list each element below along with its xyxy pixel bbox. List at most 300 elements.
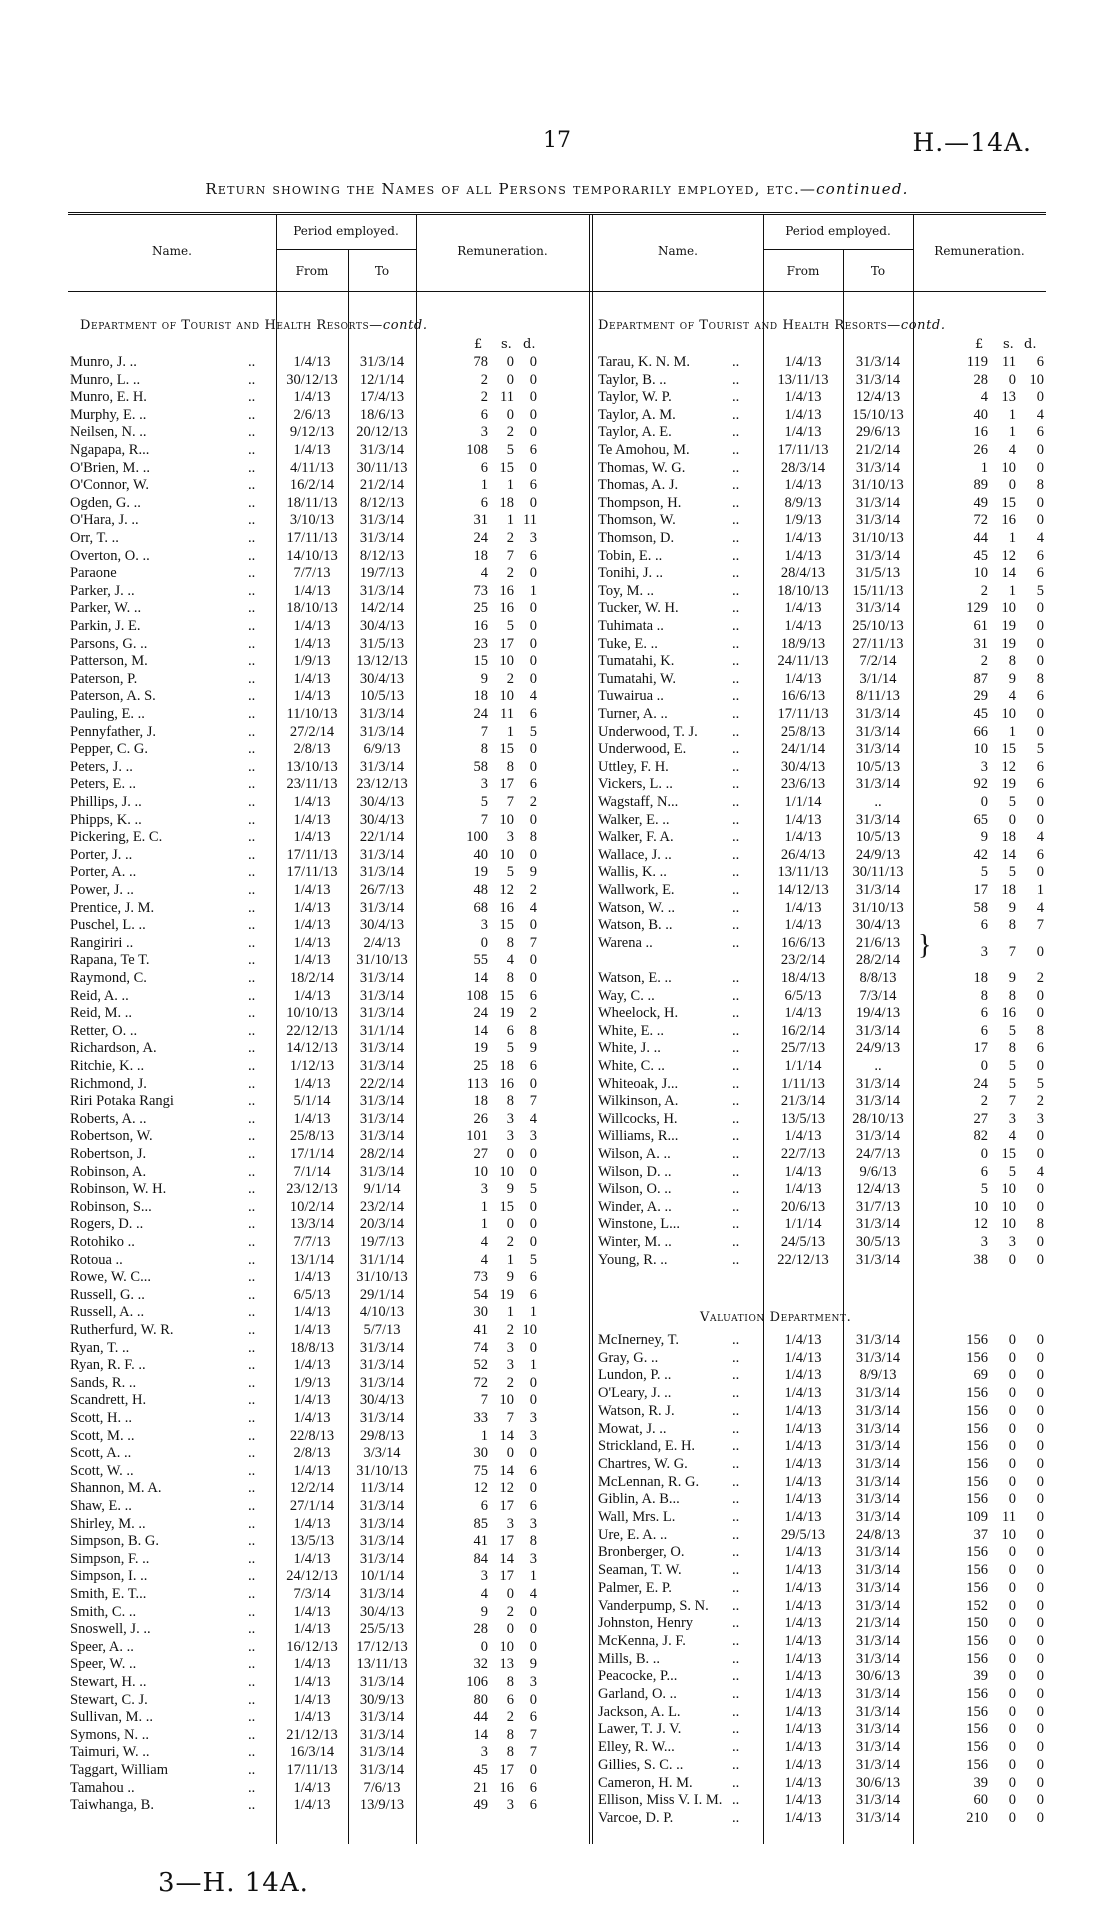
shillings: 0 <box>506 1445 514 1462</box>
shillings: 17 <box>499 1762 514 1778</box>
person-name: Power, J. .. <box>70 882 134 898</box>
person-name: Wallwork, E. <box>598 882 675 898</box>
date-from: 1/4/13 <box>293 1075 331 1092</box>
pence: 0 <box>1036 512 1044 529</box>
shillings: 0 <box>1008 371 1016 388</box>
leader-dots: .. <box>248 1586 256 1602</box>
right-department-cont: contd. <box>900 318 946 333</box>
person-name: Russell, A. .. <box>70 1304 145 1321</box>
person-name: Robinson, A. <box>70 1163 147 1180</box>
pounds: 49 <box>473 1797 488 1814</box>
date-to: 31/3/14 <box>855 1473 901 1490</box>
date-from: 1/4/13 <box>293 1779 331 1796</box>
person-name: Rogers, D. .. <box>70 1216 144 1233</box>
pence: 5 <box>529 723 537 740</box>
date-to: 29/1/14 <box>359 1286 405 1303</box>
shillings: 0 <box>1008 1721 1016 1738</box>
shillings: 3 <box>1008 1110 1016 1127</box>
date-to: 31/3/14 <box>359 1110 405 1127</box>
leader-dots: .. <box>732 1756 740 1773</box>
pence: 0 <box>1036 442 1044 458</box>
date-to: 31/3/14 <box>855 1251 901 1268</box>
shillings: 13 <box>1001 389 1016 406</box>
shillings: 15 <box>499 741 514 758</box>
leader-dots: .. <box>248 1075 256 1092</box>
person-name: Shirley, M. .. <box>70 1515 146 1532</box>
person-name: Young, R. .. <box>598 1251 668 1268</box>
person-name: Walker, E. .. <box>598 811 670 828</box>
date-to: 31/3/14 <box>359 1515 405 1532</box>
leader-dots: .. <box>248 723 256 740</box>
shillings: 0 <box>1008 1455 1016 1472</box>
date-to: 31/3/14 <box>359 723 405 740</box>
pence: 0 <box>1036 1721 1044 1738</box>
date-from: 1/4/13 <box>784 1721 822 1738</box>
pounds: 44 <box>973 530 988 546</box>
shillings: 10 <box>499 653 514 670</box>
date-to: 31/3/14 <box>855 811 901 828</box>
person-name: Taylor, A. M. <box>598 406 676 423</box>
pence: 3 <box>529 1128 537 1145</box>
date-from: 8/9/13 <box>784 494 822 511</box>
shillings: 11 <box>500 389 514 406</box>
date-from: 11/10/13 <box>286 706 338 722</box>
pounds: 23 <box>473 635 488 652</box>
shillings: 0 <box>1008 1739 1016 1756</box>
shillings: 11 <box>500 706 514 722</box>
date-from: 1/4/13 <box>784 1650 822 1667</box>
right-remuneration-header: Remuneration. <box>934 244 1025 258</box>
pence: 2 <box>1036 970 1044 986</box>
person-name: Wallis, K. .. <box>598 864 667 881</box>
pounds: 19 <box>473 1040 488 1057</box>
person-name: Strickland, E. H. <box>598 1438 696 1455</box>
leader-dots: .. <box>248 1005 256 1022</box>
leader-dots: .. <box>732 1349 740 1366</box>
leader-dots: .. <box>732 1438 740 1455</box>
pence: 0 <box>1036 600 1044 617</box>
person-name: Tarau, K. N. M. <box>598 354 691 370</box>
pence: 7 <box>529 934 537 951</box>
shillings: 0 <box>506 354 514 370</box>
leader-dots: .. <box>248 1146 256 1162</box>
date-from: 1/4/13 <box>784 1756 822 1773</box>
leader-dots: .. <box>732 547 740 564</box>
date-to: 31/3/14 <box>855 882 901 898</box>
pence: 0 <box>1036 706 1044 722</box>
left-department-name: Department of Tourist and Health Resorts— <box>80 318 383 333</box>
person-name: Neilsen, N. .. <box>70 424 147 441</box>
pence: 4 <box>529 899 537 916</box>
leader-dots: .. <box>248 1427 256 1444</box>
date-from: 1/4/13 <box>293 1269 331 1286</box>
date-from: 17/1/14 <box>289 1146 335 1162</box>
person-name: Taylor, A. E. <box>598 424 672 441</box>
person-name: Mowat, J. .. <box>598 1420 667 1437</box>
person-name: Prentice, J. M. <box>70 899 155 916</box>
pence: 0 <box>529 1146 537 1162</box>
leader-dots: .. <box>732 811 740 828</box>
shillings: 3 <box>506 1110 514 1127</box>
pence: 6 <box>529 547 537 564</box>
pence: 0 <box>1036 811 1044 828</box>
leader-dots: .. <box>248 1762 256 1778</box>
pence: 0 <box>529 758 537 775</box>
person-name: Tuwairua .. <box>598 688 664 705</box>
date-from: 1/4/13 <box>784 1349 822 1366</box>
date-from: 1/4/13 <box>784 1739 822 1756</box>
pence: 0 <box>529 1163 537 1180</box>
person-name: Thomas, A. J. <box>598 477 679 494</box>
pence: 0 <box>529 354 537 370</box>
date-to: 12/4/13 <box>855 389 901 406</box>
person-name: Winstone, L... <box>598 1216 680 1233</box>
pence: 4 <box>529 688 537 705</box>
person-name: Scott, H. .. <box>70 1410 133 1426</box>
date-to: 31/5/13 <box>359 635 405 652</box>
date-to: 31/3/14 <box>855 723 901 740</box>
leader-dots: .. <box>248 846 256 863</box>
pence: 0 <box>1036 1198 1044 1215</box>
date-from: 1/4/13 <box>784 1579 822 1596</box>
shillings: 3 <box>506 1357 514 1374</box>
pence: 0 <box>529 811 537 828</box>
date-to: 31/3/14 <box>855 512 901 529</box>
date-to: 15/11/13 <box>852 582 904 599</box>
leader-dots: .. <box>732 1686 740 1702</box>
date-from: 23/2/14 <box>780 952 826 969</box>
leader-dots: .. <box>248 1550 256 1567</box>
person-name: O'Leary, J. .. <box>598 1385 672 1402</box>
shillings: 0 <box>1008 1562 1016 1579</box>
leader-dots: .. <box>732 1234 740 1250</box>
date-from: 1/4/13 <box>784 1597 822 1614</box>
shillings: 12 <box>499 882 514 898</box>
date-from: 1/4/13 <box>784 1402 822 1419</box>
leader-dots: .. <box>732 1579 740 1596</box>
person-name: Simpson, B. G. <box>70 1533 160 1550</box>
pence: 1 <box>529 1357 537 1374</box>
shillings: 5 <box>1008 1163 1016 1180</box>
date-to: 19/7/13 <box>359 565 405 582</box>
date-to: 31/3/14 <box>855 1721 901 1738</box>
shillings: 0 <box>1008 1349 1016 1366</box>
pence: 0 <box>1036 1385 1044 1402</box>
pence: 0 <box>1036 618 1044 634</box>
pounds: 156 <box>966 1579 988 1596</box>
leader-dots: .. <box>732 1005 740 1022</box>
leader-dots: .. <box>732 846 740 863</box>
shillings: 17 <box>499 1568 514 1585</box>
pounds: 106 <box>466 1674 488 1690</box>
leader-dots: .. <box>732 1075 740 1092</box>
shillings: 5 <box>506 442 514 458</box>
leader-dots: .. <box>248 1269 256 1286</box>
date-from: 13/1/14 <box>289 1251 335 1268</box>
date-from: 18/2/14 <box>289 970 335 986</box>
leader-dots: .. <box>248 494 256 511</box>
shillings: 9 <box>1008 670 1016 687</box>
date-from: 3/10/13 <box>289 512 335 529</box>
pounds: 10 <box>973 565 988 582</box>
pence: 6 <box>529 1709 537 1726</box>
date-from: 1/4/13 <box>784 1438 822 1455</box>
person-name: Ellison, Miss V. I. M. <box>598 1792 723 1809</box>
shillings: 3 <box>506 1797 514 1814</box>
pence: 8 <box>529 829 537 846</box>
date-to: 31/3/14 <box>359 1339 405 1356</box>
leader-dots: .. <box>732 512 740 529</box>
date-from: 1/4/13 <box>293 829 331 846</box>
pence: 7 <box>529 1744 537 1761</box>
shillings: 18 <box>499 494 514 511</box>
shillings: 9 <box>1008 970 1016 986</box>
shillings: 16 <box>499 600 514 617</box>
person-name: Ritchie, K. .. <box>70 1058 145 1074</box>
pence: 3 <box>529 1674 537 1690</box>
shillings: 2 <box>506 530 514 546</box>
leader-dots: .. <box>732 1774 740 1791</box>
date-from: 27/2/14 <box>289 723 335 740</box>
pence: 0 <box>1036 1146 1044 1162</box>
date-from: 1/4/13 <box>784 1668 822 1685</box>
date-from: 1/4/13 <box>784 1181 822 1198</box>
leader-dots: .. <box>732 1022 740 1039</box>
table-top-rule <box>68 212 1046 213</box>
person-name: Ngapapa, R... <box>70 442 150 458</box>
pence: 5 <box>1036 741 1044 758</box>
pence: 5 <box>529 1251 537 1268</box>
leader-dots: .. <box>732 1367 740 1384</box>
shillings: 3 <box>506 829 514 846</box>
person-name: O'Brien, M. .. <box>70 459 150 476</box>
pence: 0 <box>529 389 537 406</box>
leader-dots: .. <box>248 1251 256 1268</box>
shillings: 3 <box>506 1339 514 1356</box>
leader-dots: .. <box>732 1509 740 1525</box>
pence: 4 <box>1036 1163 1044 1180</box>
shillings: 1 <box>506 477 514 494</box>
leader-dots: .. <box>248 1709 256 1726</box>
leader-dots: .. <box>732 424 740 441</box>
shillings: 0 <box>1008 1473 1016 1490</box>
pounds: 6 <box>480 1498 488 1514</box>
leader-dots: .. <box>248 1198 256 1215</box>
shillings: 16 <box>499 582 514 599</box>
date-from: 1/4/13 <box>293 917 331 934</box>
pounds: 5 <box>980 1181 988 1198</box>
date-to: 31/3/14 <box>855 1686 901 1702</box>
pence: 11 <box>523 512 537 529</box>
date-to: 31/3/14 <box>359 987 405 1004</box>
date-to: 25/10/13 <box>852 618 904 634</box>
date-from: 1/4/13 <box>784 389 822 406</box>
date-to: 7/2/14 <box>859 653 897 670</box>
date-from: 1/4/13 <box>293 354 331 370</box>
pence: 0 <box>1036 1332 1044 1348</box>
date-to: 31/3/14 <box>855 1632 901 1649</box>
date-to: 31/3/14 <box>359 1709 405 1726</box>
date-to: 31/3/14 <box>359 1744 405 1761</box>
pence: 10 <box>522 1322 537 1338</box>
pounds: 10 <box>973 1198 988 1215</box>
pence: 0 <box>529 1638 537 1655</box>
pence: 4 <box>529 1110 537 1127</box>
date-from: 1/4/13 <box>293 1709 331 1726</box>
pounds: 1 <box>480 1216 488 1233</box>
shillings: 0 <box>506 1586 514 1602</box>
shillings: 4 <box>1008 1128 1016 1145</box>
date-to: 31/3/14 <box>855 1756 901 1773</box>
leader-dots: .. <box>248 1603 256 1620</box>
pounds: 6 <box>480 494 488 511</box>
pence: 0 <box>529 1691 537 1708</box>
center-double-rule-a <box>589 214 590 1844</box>
leader-dots: .. <box>248 1163 256 1180</box>
page-number: 17 <box>543 128 571 153</box>
right-period-subrule <box>763 249 913 250</box>
shillings: 8 <box>1008 987 1016 1004</box>
shillings: 0 <box>1008 1251 1016 1268</box>
date-to: 31/3/14 <box>855 1703 901 1720</box>
date-from: 16/2/14 <box>780 1022 826 1039</box>
pounds: 156 <box>966 1703 988 1720</box>
date-from: 1/4/13 <box>784 1703 822 1720</box>
person-name: Tucker, W. H. <box>598 600 679 617</box>
leader-dots: .. <box>732 1385 740 1402</box>
person-name: Taimuri, W. .. <box>70 1744 150 1761</box>
pence: 6 <box>529 1462 537 1479</box>
shillings: 17 <box>499 776 514 793</box>
person-name: McKenna, J. F. <box>598 1632 686 1649</box>
leader-dots: .. <box>732 530 740 546</box>
pounds: 108 <box>466 987 488 1004</box>
leader-dots: .. <box>732 1251 740 1268</box>
date-to: 31/3/14 <box>855 459 901 476</box>
pounds: 78 <box>473 354 488 370</box>
person-name: Robinson, S... <box>70 1198 152 1215</box>
date-to: 31/3/14 <box>855 1385 901 1402</box>
shillings: 8 <box>506 1744 514 1761</box>
date-to: 25/5/13 <box>359 1621 405 1638</box>
date-to: 12/1/14 <box>359 371 405 388</box>
person-name: Rangiriri .. <box>70 934 134 951</box>
shillings: 16 <box>499 899 514 916</box>
shillings: 8 <box>506 970 514 986</box>
pence: 0 <box>1036 1058 1044 1074</box>
shillings: 14 <box>499 1427 514 1444</box>
leader-dots: .. <box>248 1110 256 1127</box>
date-to: 30/4/13 <box>359 794 405 810</box>
date-from: 1/4/13 <box>784 1809 822 1826</box>
pounds: 28 <box>973 371 988 388</box>
warena-total-pounds: 3 <box>980 943 988 960</box>
date-from: 1/4/13 <box>784 406 822 423</box>
leader-dots: .. <box>248 670 256 687</box>
pence: 6 <box>529 1058 537 1074</box>
date-to: 31/10/13 <box>356 1269 408 1286</box>
date-from: 18/10/13 <box>286 600 338 617</box>
person-name: Scandrett, H. <box>70 1392 147 1409</box>
date-to: 17/4/13 <box>359 389 405 406</box>
date-from: 1/4/13 <box>784 1473 822 1490</box>
person-name: Reid, M. .. <box>70 1005 133 1022</box>
date-from: 1/11/13 <box>781 1075 825 1092</box>
pence: 0 <box>529 741 537 758</box>
footer-reference: 3—H. 14A. <box>158 1868 309 1898</box>
pence: 6 <box>1036 758 1044 775</box>
shillings: 17 <box>499 635 514 652</box>
pounds: 39 <box>973 1668 988 1685</box>
pence: 0 <box>1036 1455 1044 1472</box>
leader-dots: .. <box>248 459 256 476</box>
date-from: 1/4/13 <box>784 618 822 634</box>
pence: 0 <box>529 970 537 986</box>
date-from: 18/10/13 <box>777 582 829 599</box>
shillings: 0 <box>1008 1686 1016 1702</box>
person-name: Taylor, B. .. <box>598 371 667 388</box>
leader-dots: .. <box>248 1286 256 1303</box>
shillings: 4 <box>1008 688 1016 705</box>
pounds: 156 <box>966 1455 988 1472</box>
pounds: 6 <box>480 406 488 423</box>
pounds: 25 <box>473 1058 488 1074</box>
leader-dots: .. <box>732 1562 740 1579</box>
date-from: 7/1/14 <box>293 1163 331 1180</box>
pounds: 14 <box>473 970 488 986</box>
date-from: 1/4/13 <box>293 1603 331 1620</box>
pence: 0 <box>1036 1650 1044 1667</box>
pence: 0 <box>529 600 537 617</box>
shillings: 2 <box>506 424 514 441</box>
date-from: 26/4/13 <box>780 846 826 863</box>
date-to: 7/6/13 <box>363 1779 401 1796</box>
leader-dots: .. <box>732 459 740 476</box>
pounds: 24 <box>473 1005 488 1022</box>
date-to: 31/5/13 <box>855 565 901 582</box>
leader-dots: .. <box>248 1797 256 1814</box>
shillings: 8 <box>506 1674 514 1690</box>
pounds: 42 <box>973 846 988 863</box>
date-from: 1/4/13 <box>293 882 331 898</box>
pounds: 1 <box>480 1198 488 1215</box>
date-to: 14/2/14 <box>359 600 405 617</box>
pence: 0 <box>1036 1544 1044 1561</box>
shillings: 18 <box>1001 882 1016 898</box>
pence: 6 <box>529 442 537 458</box>
date-from: 1/12/13 <box>289 1058 335 1074</box>
date-from: 30/12/13 <box>286 371 338 388</box>
leader-dots: .. <box>732 1181 740 1198</box>
shillings: 10 <box>1001 459 1016 476</box>
date-to: 31/3/14 <box>855 1455 901 1472</box>
pence: 0 <box>529 1374 537 1391</box>
right-to-header: To <box>870 264 886 278</box>
shillings: 0 <box>1008 1756 1016 1773</box>
pence: 0 <box>529 1480 537 1497</box>
leader-dots: .. <box>248 934 256 951</box>
pence: 0 <box>1036 1128 1044 1145</box>
pence: 0 <box>529 1339 537 1356</box>
person-name: Taggart, William <box>70 1762 168 1778</box>
pounds: 27 <box>473 1146 488 1162</box>
shillings: 5 <box>506 864 514 881</box>
shillings: 10 <box>499 1163 514 1180</box>
date-to: 31/3/14 <box>855 1420 901 1437</box>
leader-dots: .. <box>732 1809 740 1826</box>
title-continued: continued. <box>816 180 909 198</box>
pence: 9 <box>529 1040 537 1057</box>
